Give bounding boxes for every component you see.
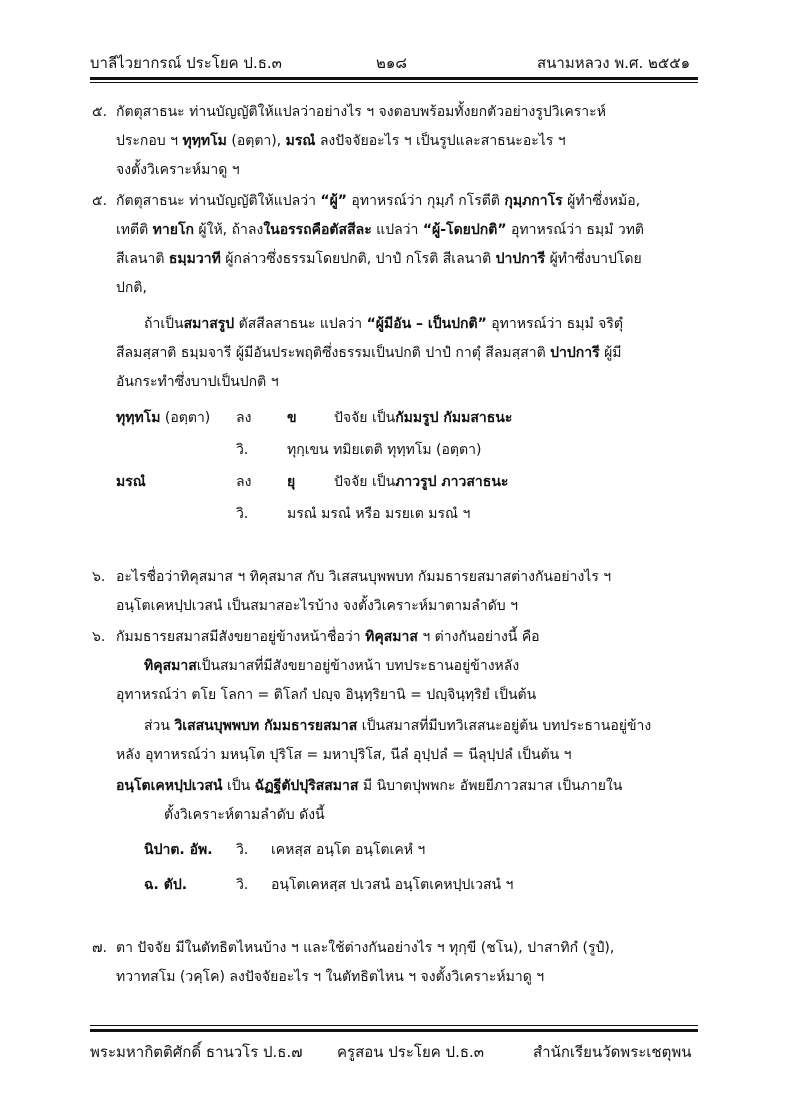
a6-l1c: ฯ ต่างกันอย่างนี้ คือ [417,629,540,645]
a5-l3d: ปาปการี [495,251,546,267]
a5-l6c: ผู้มี [599,345,622,361]
page-number: ๒๑๘ [376,54,407,72]
a6-line-7: ตั้งวิเคราะห์ตามลำดับ ดังนี้ [164,807,325,823]
t5-r1-desc [334,408,512,428]
t5-r2-text: ทุกฺเขน ทมิยเตติ ทุทฺทโม (อตฺตา) [287,442,482,458]
footer-left: พระมหากิตติศักดิ์ ธานวโร ป.ธ.๗ [90,1043,303,1061]
a5-line-4: ปกติ, [116,280,147,296]
t5-r3-desc-b: ภาวรูป ภาวสาธนะ [395,474,509,490]
a6-line-6 [116,776,622,796]
t5-r2-vi: วิ. [236,442,249,458]
q7-line-2: ทวาทสโม (วคฺโค) ลงปัจจัยอะไร ฯ ในตัทธิตไหน ฯ จงตั้งวิเคราะห์มาดู ฯ [116,969,545,985]
a6-number: ๖. [92,629,106,645]
a6-l6a: อนฺโตเคหปฺปเวสนํ [116,778,223,794]
t5-r1-word [116,408,210,428]
t5-r4-text: มรณํ มรณํ หรือ มรยเต มรณํ ฯ [287,506,471,522]
q5-line-2 [116,131,566,151]
a5-l5c: ตัสสีลสาธนะ แปลว่า [234,316,367,332]
a5-l6b: ปาปการี [550,345,600,361]
a5-l2a: เทตีติ [116,222,153,238]
a5-l3b: ธมฺมวาที [168,251,221,267]
a5-l1b: “ผู้” [320,193,347,209]
a6-line-4 [144,716,651,736]
t5-r3-desc [334,472,508,492]
a6-l4a: ส่วน [144,718,175,734]
a5-l1e: ผู้ทำซึ่งหม้อ, [562,193,641,209]
t5-r1-suffix [287,408,297,428]
a5-l1d: กุมฺภกาโร [504,193,563,209]
a6-l6c: ฉัฏฐีตัปปุริสสมาส [254,778,359,794]
a6-l1b: ทิคุสมาส [365,629,418,645]
q5-line-1: กัตตุสาธนะ ท่านบัญญัติให้แปลว่าอย่างไร ฯ จงตอบพร้อมทั้งยกตัวอย่างรูปวิเคราะห์ [116,104,606,120]
a5-line-3 [116,249,642,269]
t5-r4-vi: วิ. [236,506,249,522]
a5-line-6 [116,343,622,363]
footer-right: สำนักเรียนวัดพระเชตุพน [533,1043,692,1061]
a5-l6a: สีลมสฺสาติ ธมฺมจารี ผู้มีอันประพฤติซึ่งธรรมเป็นปกติ ปาปํ กาตุํ สีลมสฺสาติ [116,345,551,361]
a6-r1-label [144,840,213,860]
a6-line-3: อุทาหรณ์ว่า ตโย โลกา = ติโลกํ ปญฺจ อินฺทฺริยานิ = ปญฺจินฺทฺริยํ เป็นต้น [116,687,537,703]
a5-l5d: “ผู้มีอัน – เป็นปกติ” [366,316,487,332]
header-rule-thick [90,77,698,80]
a5-l5e: อุทาหรณ์ว่า ธมฺมํ จริตุํ [486,316,623,332]
a6-line-5: หลัง อุทาหรณ์ว่า มหนฺโต ปุริโส = มหาปุริโส, นีลํ อุปฺปลํ = นีลุปฺปลํ เป็นต้น ฯ [116,747,572,763]
t5-r3-word [116,472,146,492]
a6-r2-vi: วิ. [236,877,249,893]
a6-l6b: เป็น [222,778,255,794]
a6-r1-vi: วิ. [236,842,249,858]
t5-r1-suffix-bold: ข [287,410,297,426]
a5-line-7: อันกระทำซึ่งบาปเป็นปกติ ฯ [116,374,279,390]
a5-l2d: ในอรรถคือตัสสีละ [263,222,372,238]
a6-l2b: เป็นสมาสที่มีสังขยาอยู่ข้างหน้า บทประธานอยู่ข้างหลัง [196,658,520,674]
q5-line-3: จงตั้งวิเคราะห์มาดู ฯ [116,162,240,178]
a5-l2f: “ผู้-โดยปกติ” [422,222,507,238]
a5-l2g: อุทาหรณ์ว่า ธมฺมํ วทติ [506,222,645,238]
a6-line-1 [116,627,540,647]
a6-l4b: วิเสสนบุพพบท กัมมธารยสมาส [174,718,358,734]
q6-line-2: อนฺโตเคหปฺปเวสนํ เป็นสมาสอะไรบ้าง จงตั้งวิเคราะห์มาตามลำดับ ฯ [116,598,519,614]
q5-l2c: (อตฺตา), [226,133,286,149]
q7-line-1: ตา ปัจจัย มีในตัทธิตไหนบ้าง ฯ และใช้ต่างกันอย่างไร ฯ ทุกฺขี (ชโน), ปาสาทิกํ (รูปํ), [116,940,615,956]
t5-r3-suffix-bold: ยุ [287,474,296,490]
a5-l3c: ผู้กล่าวซึ่งธรรมโดยปกติ, ปาปํ กโรติ สีเลนาติ [220,251,496,267]
footer-rule-thin [90,1025,698,1026]
a6-r2-label-bold: ฉ. ตัป. [144,877,188,893]
q5-l2d: มรณํ [285,133,316,149]
a5-l2b: ทายโก [152,222,194,238]
a6-r2-text: อนฺโตเคหสฺส ปเวสนํ อนฺโตเคหปฺปเวสนํ ฯ [271,877,514,893]
q6-line-1: อะไรชื่อว่าทิคุสมาส ฯ ทิคุสมาส กับ วิเสสนบุพพบท กัมมธารยสมาสต่างกันอย่างไร ฯ [116,569,612,585]
a6-r1-text: เคหสฺส อนฺโต อนฺโตเคหํ ฯ [271,842,426,858]
a5-line-2 [116,220,644,240]
q5-l2e: ลงปัจจัยอะไร ฯ เป็นรูปและสาธนะอะไร ฯ [315,133,566,149]
a5-l2e: แปลว่า [371,222,423,238]
t5-r3-suffix [287,472,295,492]
footer-center: ครูสอน ประโยค ป.ธ.๓ [337,1043,485,1061]
a5-l1c: อุทาหรณ์ว่า กุมฺภํ กโรตีติ [346,193,505,209]
a5-l5a: ถ้าเป็น [144,316,184,332]
t5-r1-desc-a: ปัจจัย เป็น [334,410,396,426]
a5-l1a: กัตตุสาธนะ ท่านบัญญัติให้แปลว่า [116,193,321,209]
q5-l2b: ทุทฺทโม [182,133,227,149]
a6-l4c: เป็นสมาสที่มีบทวิเสสนะอยู่ต้น บทประธานอยู่ข้าง [357,718,652,734]
header-left: บาลีไวยากรณ์ ประโยค ป.ธ.๓ [90,54,282,72]
a5-line-1 [116,191,640,211]
a6-line-2 [144,656,519,676]
a6-l6d: มี นิบาตปุพพกะ อัพยยีภาวสมาส เป็นภายใน [358,778,623,794]
t5-r1-desc-b: กัมมรูป กัมมสาธนะ [395,410,513,426]
a6-l1a: กัมมธารยสมาสมีสังขยาอยู่ข้างหน้าชื่อว่า [116,629,366,645]
header-right: สนามหลวง พ.ศ. ๒๕๕๑ [537,54,691,72]
footer-rule-thick [90,1029,698,1032]
a5-l3e: ผู้ทำซึ่งบาปโดย [545,251,642,267]
t5-r1-paren: (อตฺตา) [160,410,211,426]
a6-l2a: ทิคุสมาส [144,658,197,674]
t5-r1-word-bold: ทุทฺทโม [116,410,161,426]
header-rule-thin [90,82,698,83]
a6-r1-label-bold: นิปาต. อัพ. [144,842,213,858]
a5-l3a: สีเลนาติ [116,251,169,267]
a5-line-5 [144,314,623,334]
t5-r1-lng: ลง [236,410,252,426]
t5-r3-desc-a: ปัจจัย เป็น [334,474,396,490]
q6-number: ๖. [92,569,106,585]
a6-r2-label [144,875,187,895]
a5-l5b: สมาสรูป [183,316,235,332]
q7-number: ๗. [92,940,107,956]
a5-number: ๕. [92,193,108,209]
q5-number: ๕. [92,104,108,120]
q5-l2a: ประกอบ ฯ [116,133,183,149]
t5-r3-lng: ลง [236,474,252,490]
t5-r3-word-bold: มรณํ [116,474,146,490]
a5-l2c: ผู้ให้, ถ้าลง [193,222,264,238]
